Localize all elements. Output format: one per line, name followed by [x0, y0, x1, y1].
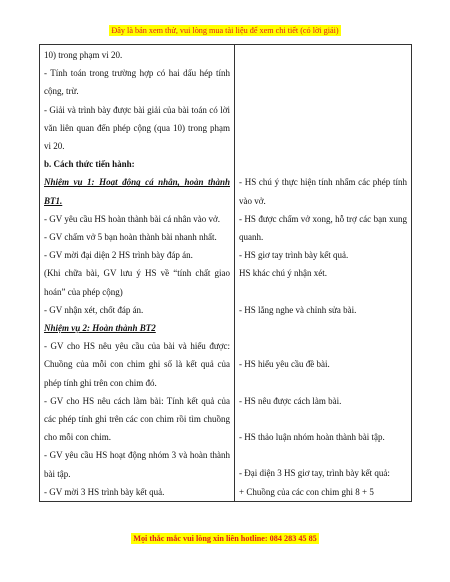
header-banner [0, 26, 450, 35]
spacer [239, 155, 407, 173]
spacer [239, 410, 407, 428]
table-row [40, 45, 412, 502]
spacer [239, 46, 407, 64]
text-line: - GV nhận xét, chốt đáp án. [44, 304, 144, 315]
lesson-table [39, 44, 412, 502]
spacer [239, 319, 407, 337]
spacer [239, 137, 407, 155]
text-line: - GV cho HS nêu yêu cầu của bài và hiểu được: Chuồng của mỗi con chim ghi số là kết quả của phép tính ghi trên con chim đó. [44, 341, 230, 388]
text-line: - GV yêu cầu HS hoàn thành bài cá nhân vào vở. [44, 213, 221, 224]
text-line: - HS được chấm vở xong, hỗ trợ các bạn xung quanh. [239, 213, 407, 242]
text-line: - HS giơ tay trình bày kết quả. [239, 250, 349, 261]
spacer [239, 337, 407, 355]
text-line: - HS chú ý thực hiện tính nhẩm các phép tính vào vở. [239, 177, 407, 206]
spacer [239, 64, 407, 82]
spacer [239, 119, 407, 137]
text-line: - GV chấm vở 5 bạn hoàn thành bài nhanh nhất. [44, 232, 217, 243]
text-line: - HS nêu được cách làm bài. [239, 395, 342, 406]
text-line: - GV mời 3 HS trình bày kết quả. [44, 486, 165, 497]
text-line: - GV mời đại diện 2 HS trình bày đáp án. [44, 250, 193, 261]
task-heading: Nhiệm vụ 1: Hoạt động cá nhân, hoàn thành BT1. [44, 177, 230, 206]
text-line: - Tính toán trong trường hợp có hai dấu hép tính cộng, trừ. [44, 68, 230, 97]
header-banner-text: Đây là bản xem thử, vui lòng mua tài liệu để xem chi tiết (có lời giải) [111, 26, 339, 35]
text-line: - GV cho HS nêu cách làm bài: Tính kết quả của các phép tính ghi trên các con chim rồi tìm chuồng cho mỗi con chim. [44, 395, 230, 443]
spacer [239, 101, 407, 119]
task-heading: Nhiệm vụ 2: Hoàn thành BT2 [44, 323, 156, 334]
text-line: - Đại diện 3 HS giơ tay, trình bày kết quả: [239, 468, 390, 479]
section-heading: b. Cách thức tiến hành: [44, 159, 135, 170]
text-line: - Giải và trình bày được bài giải của bài toán có lời văn liên quan đến phép cộng (qua 10) trong phạm vi 20. [44, 104, 230, 152]
text-line: HS khác chú ý nhận xét. [239, 268, 327, 279]
spacer [239, 374, 407, 392]
teacher-activities-column [40, 45, 235, 502]
spacer [239, 82, 407, 100]
spacer [239, 446, 407, 464]
footer-banner [0, 534, 450, 543]
text-line: - HS hiểu yêu cầu đề bài. [239, 359, 330, 370]
text-line: 10) trong phạm vi 20. [44, 50, 123, 60]
text-line: - HS thảo luận nhóm hoàn thành bài tập. [239, 432, 385, 443]
text-line: (Khi chữa bài, GV lưu ý HS về “tính chất giao hoán” của phép cộng) [44, 268, 230, 297]
spacer [239, 283, 407, 301]
text-line: + Chuồng của các con chim ghi 8 + 5 [239, 486, 374, 497]
text-line: - HS lắng nghe và chỉnh sửa bài. [239, 304, 357, 315]
footer-banner-text: Mọi thắc mắc vui lòng xin liên hotline: 084 283 45 85 [133, 534, 317, 543]
student-activities-column [235, 45, 412, 502]
text-line: - GV yêu cầu HS hoạt động nhóm 3 và hoàn thành bài tập. [44, 450, 230, 479]
